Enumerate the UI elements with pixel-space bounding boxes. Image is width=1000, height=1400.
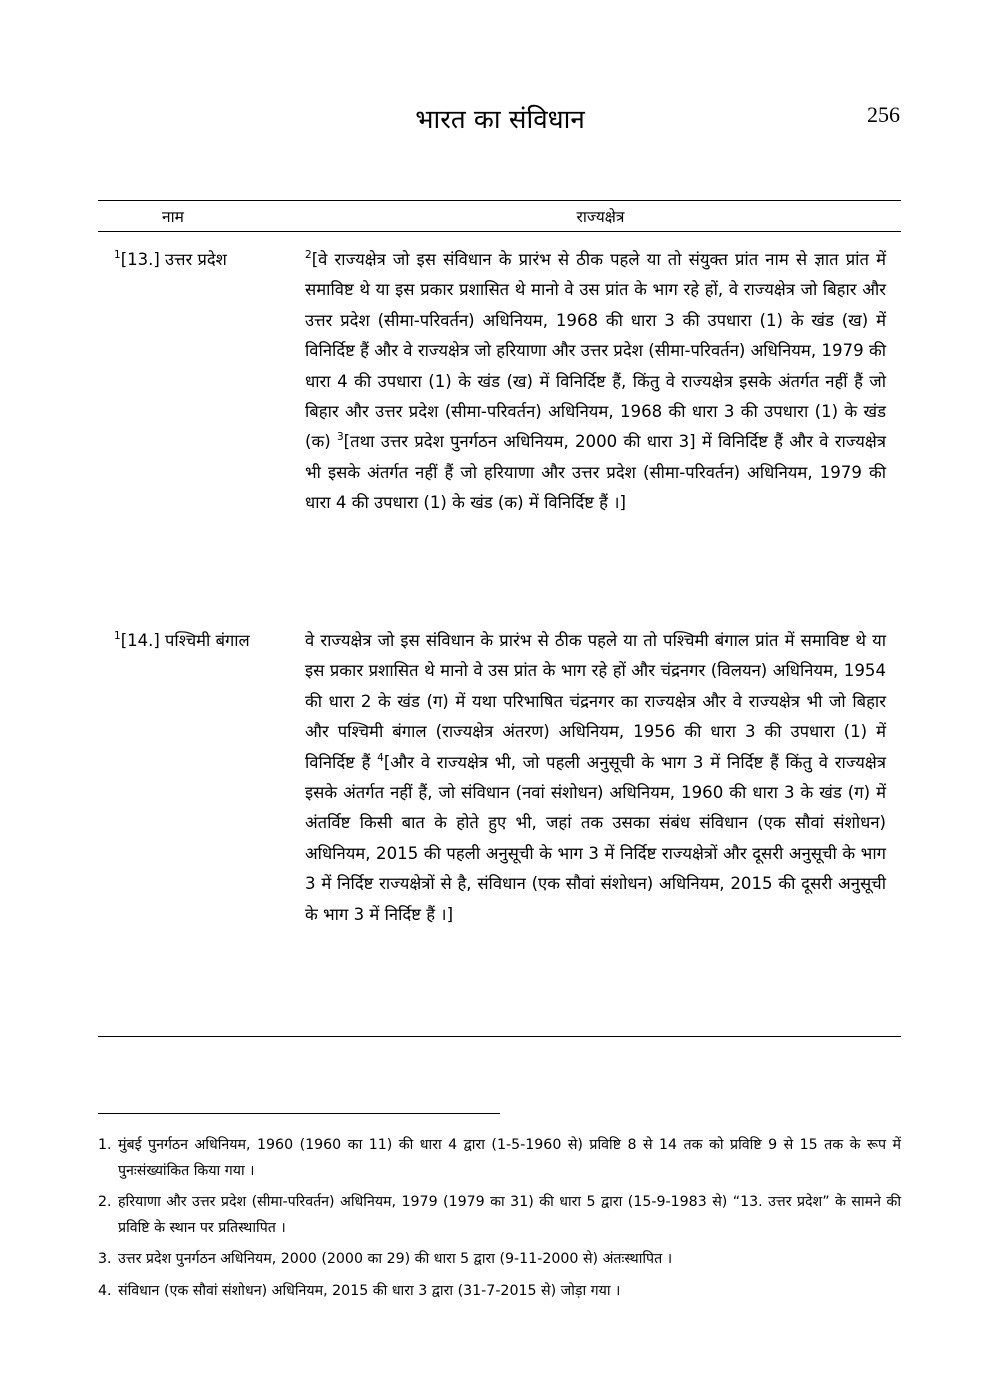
page-title: भारत का संविधान <box>415 105 585 135</box>
footnote-number: 1. <box>98 1137 112 1153</box>
table-header-rule <box>98 231 901 232</box>
page-number: 256 <box>867 102 900 127</box>
territory-text: [वे राज्यक्षेत्र जो इस संविधान के प्रारंभ से ठीक पहले या तो संयुक्त प्रांत नाम से ज्ञात प्रांत में समाविष्ट थे या इस प्रकार प्रशासित थे मानो वे उस प्रांत के भाग रहे हों, वे राज्यक्षेत्र जो बिहार और उत्तर प्रदेश (सीमा-परिवर्तन) अधिनियम, 1968 की धारा 3 की उपधारा (1) के खंड (ख) में विनिर्दिष्ट हैं और वे राज्यक्षेत्र जो हरियाणा और उत्तर प्रदेश (सीमा-परिवर्तन) अधिनियम, 1979 की धारा 4 की उपधारा (1) के खंड (ख) में विनिर्दिष्ट हैं, किंतु वे राज्यक्षेत्र इसके अंतर्गत नहीं हैं जो बिहार और उत्तर प्रदेश (सीमा-परिवर्तन) अधिनियम, 1968 की धारा 3 की उपधारा (1) के खंड (क) <box>305 250 886 452</box>
footnotes <box>98 1133 901 1310</box>
footnote <box>98 1190 901 1241</box>
footnote-text: संविधान (एक सौवां संशोधन) अधिनियम, 2015 की धारा 3 द्वारा (31-7-2015 से) जोड़ा गया । <box>118 1282 621 1299</box>
footnote <box>98 1133 901 1184</box>
footnote-text: मुंबई पुनर्गठन अधिनियम, 1960 (1960 का 11) की धारा 4 द्वारा (1-5-1960 से) प्रविष्टि 8 से 14 तक को प्रविष्टि 9 से 15 तक के रूप में पुनःसंख्यांकित किया गया । <box>118 1137 901 1179</box>
footnote <box>98 1247 901 1273</box>
footnote-ref: 2 <box>305 249 312 261</box>
footnote <box>98 1279 901 1305</box>
footnote-text: हरियाणा और उत्तर प्रदेश (सीमा-परिवर्तन) अधिनियम, 1979 (1979 का 31) की धारा 5 द्वारा (15-9-1983 से) “13. उत्तर प्रदेश” के सामने की प्रविष्टि के स्थान पर प्रतिस्थापित । <box>118 1194 901 1236</box>
footnote-ref: 3 <box>336 431 344 444</box>
column-header-territory: राज्यक्षेत्र <box>576 208 625 226</box>
footnote-ref: 4 <box>377 751 384 764</box>
footnote-text: उत्तर प्रदेश पुनर्गठन अधिनियम, 2000 (2000 का 29) की धारा 5 द्वारा (9-11-2000 से) अंतःस्थापित । <box>118 1251 673 1267</box>
column-header-name: नाम <box>162 208 184 226</box>
footnote-separator <box>98 1113 500 1114</box>
territory-text: [तथा उत्तर प्रदेश पुनर्गठन अधिनियम, 2000 की धारा 3] में विनिर्दिष्ट हैं और वे राज्यक्षेत्र भी इसके अंतर्गत नहीं हैं जो हरियाणा और उत्तर प्रदेश (सीमा-परिवर्तन) अधिनियम, 1979 की धारा 4 की उपधारा (1) के खंड (क) में विनिर्दिष्ट हैं ।] <box>305 432 886 513</box>
state-name: [13.] उत्तर प्रदेश <box>120 250 227 269</box>
footnote-ref: 1 <box>114 630 121 642</box>
territory-text: [और वे राज्यक्षेत्र भी, जो पहली अनुसूची के भाग 3 में निर्दिष्ट हैं किंतु वे राज्यक्षेत्र इसके अंतर्गत नहीं हैं, जो संविधान (नवां संशोधन) अधिनियम, 1960 की धारा 3 के खंड (ग) में अंतर्विष्ट किसी बात के होते हुए भी, जहां तक उसका संबंध संविधान (एक सौवां संशोधन) अधिनियम, 2015 की पहली अनुसूची के भाग 3 में निर्दिष्ट राज्यक्षेत्रों और दूसरी अनुसूची के भाग 3 में निर्दिष्ट राज्यक्षेत्रों से है, संविधान (एक सौवां संशोधन) अधिनियम, 2015 की दूसरी अनुसूची के भाग 3 में निर्दिष्ट हैं ।] <box>305 752 886 924</box>
state-name: [14.] पश्चिमी बंगाल <box>120 631 250 650</box>
territory-text: वे राज्यक्षेत्र जो इस संविधान के प्रारंभ से ठीक पहले या तो पश्चिमी बंगाल प्रांत में समाविष्ट थे या इस प्रकार प्रशासित थे मानो वे उस प्रांत के भाग रहे हों और चंद्रनगर (विलयन) अधिनियम, 1954 की धारा 2 के खंड (ग) में यथा परिभाषित चंद्रनगर का राज्यक्षेत्र और वे राज्यक्षेत्र भी जो बिहार और पश्चिमी बंगाल (राज्यक्षेत्र अंतरण) अधिनियम, 1956 की धारा 3 की उपधारा (1) में विनिर्दिष्ट हैं <box>305 631 886 772</box>
table-row-name <box>114 245 282 275</box>
footnote-number: 4. <box>98 1282 112 1299</box>
table-top-rule <box>98 200 901 201</box>
footnote-number: 2. <box>98 1194 112 1210</box>
table-row-territory <box>305 245 886 519</box>
footnote-ref: 1 <box>114 249 121 261</box>
table-bottom-rule <box>98 1036 901 1037</box>
table-row-name <box>114 626 274 656</box>
footnote-number: 3. <box>98 1251 112 1267</box>
table-row-territory <box>305 626 886 930</box>
